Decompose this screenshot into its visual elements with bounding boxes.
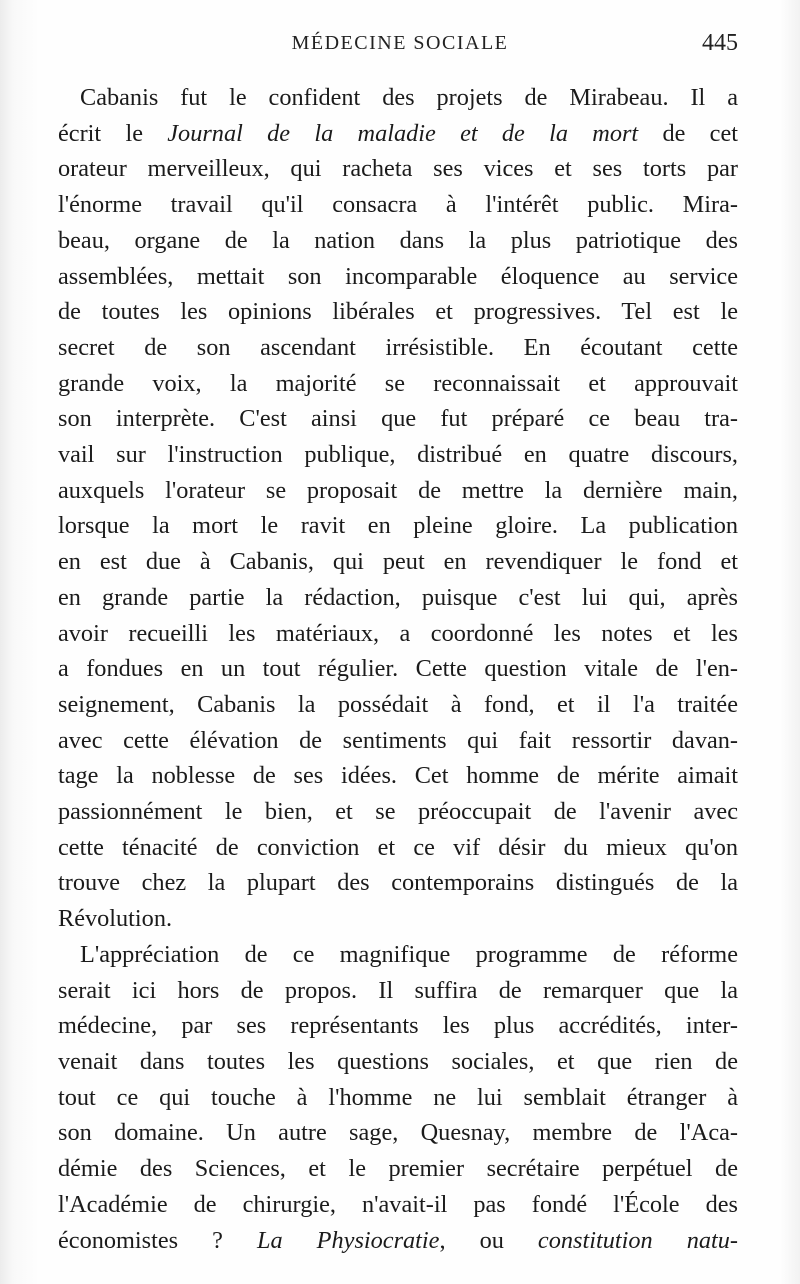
paragraph bbox=[58, 80, 738, 937]
italic-title: constitution natu- bbox=[537, 1226, 738, 1254]
text-line bbox=[58, 544, 738, 580]
text-run: son interprète. C'est ainsi que fut préparé ce beau tra- bbox=[58, 405, 738, 433]
text-run: l'Académie de chirurgie, n'avait-il pas fondé l'École des bbox=[58, 1190, 738, 1218]
text-line bbox=[58, 151, 738, 187]
text-line bbox=[58, 1044, 738, 1080]
text-line bbox=[58, 758, 738, 794]
text-run: l'énorme travail qu'il consacra à l'intérêt public. Mira- bbox=[58, 191, 738, 219]
text-run: tout ce qui touche à l'homme ne lui semblait étranger à bbox=[58, 1083, 738, 1111]
text-run: vail sur l'instruction publique, distribué en quatre discours, bbox=[58, 441, 738, 469]
text-run: L'appréciation de ce magnifique programme de réforme bbox=[80, 940, 738, 968]
text-run: auxquels l'orateur se proposait de mettre la dernière main, bbox=[58, 476, 738, 504]
text-run: en est due à Cabanis, qui peut en revendiquer le fond et bbox=[58, 548, 738, 576]
text-line bbox=[58, 937, 738, 973]
text-run: , ou bbox=[439, 1226, 538, 1254]
text-run: tage la noblesse de ses idées. Cet homme de mérite aimait bbox=[58, 762, 738, 790]
paragraph bbox=[58, 937, 738, 1258]
italic-title: La Physiocratie bbox=[256, 1226, 440, 1254]
text-run: Cabanis fut le confident des projets de Mirabeau. Il a bbox=[80, 84, 738, 111]
text-line bbox=[58, 437, 738, 473]
text-line bbox=[58, 973, 738, 1009]
running-head bbox=[0, 30, 800, 60]
text-line bbox=[58, 1187, 738, 1223]
text-line bbox=[58, 116, 738, 152]
text-run: en grande partie la rédaction, puisque c'est lui qui, après bbox=[58, 583, 738, 611]
text-line bbox=[58, 865, 738, 901]
text-run: secret de son ascendant irrésistible. En écoutant cette bbox=[58, 333, 738, 361]
text-line bbox=[58, 794, 738, 830]
text-line bbox=[58, 1115, 738, 1151]
text-line bbox=[58, 651, 738, 687]
text-line bbox=[58, 830, 738, 866]
text-line bbox=[58, 1080, 738, 1116]
text-line bbox=[58, 187, 738, 223]
text-run: trouve chez la plupart des contemporains distingués de la bbox=[58, 869, 738, 897]
text-line bbox=[58, 1008, 738, 1044]
text-run: serait ici hors de propos. Il suffira de remarquer que la bbox=[58, 976, 738, 1004]
text-line bbox=[58, 508, 738, 544]
text-run: lorsque la mort le ravit en pleine gloire. La publication bbox=[58, 512, 738, 540]
text-run: écrit le bbox=[58, 119, 168, 147]
text-run: a fondues en un tout régulier. Cette question vitale de l'en- bbox=[58, 655, 738, 683]
text-run: cette ténacité de conviction et ce vif désir du mieux qu'on bbox=[58, 833, 738, 861]
text-line bbox=[58, 223, 738, 259]
text-line bbox=[58, 687, 738, 723]
text-run: avoir recueilli les matériaux, a coordonné les notes et les bbox=[58, 619, 738, 647]
text-run: avec cette élévation de sentiments qui fait ressortir davan- bbox=[58, 726, 738, 754]
text-run: son domaine. Un autre sage, Quesnay, membre de l'Aca- bbox=[58, 1119, 738, 1147]
text-line bbox=[58, 80, 738, 116]
text-run: assemblées, mettait son incomparable éloquence au service bbox=[58, 262, 738, 290]
text-line bbox=[58, 330, 738, 366]
running-title: MÉDECINE SOCIALE bbox=[291, 32, 509, 54]
text-line bbox=[58, 901, 738, 937]
text-line bbox=[58, 616, 738, 652]
text-line bbox=[58, 473, 738, 509]
text-line bbox=[58, 401, 738, 437]
text-run: grande voix, la majorité se reconnaissait et approuvait bbox=[58, 369, 738, 397]
body-text bbox=[58, 80, 738, 1258]
text-run: de cet bbox=[638, 119, 738, 147]
text-run: médecine, par ses représentants les plus accrédités, inter- bbox=[58, 1012, 738, 1040]
page-number: 445 bbox=[702, 30, 738, 56]
text-run: Révolution. bbox=[58, 905, 173, 933]
text-line bbox=[58, 294, 738, 330]
text-line bbox=[58, 723, 738, 759]
text-line bbox=[58, 1151, 738, 1187]
italic-title: Journal de la maladie et de la mort bbox=[167, 119, 639, 147]
text-run: beau, organe de la nation dans la plus patriotique des bbox=[58, 226, 738, 254]
text-run: seignement, Cabanis la possédait à fond, et il l'a traitée bbox=[58, 690, 738, 718]
text-run: économistes ? bbox=[58, 1226, 257, 1254]
text-line bbox=[58, 259, 738, 295]
text-run: démie des Sciences, et le premier secrétaire perpétuel de bbox=[58, 1155, 738, 1183]
text-run: de toutes les opinions libérales et progressives. Tel est le bbox=[58, 298, 738, 326]
text-line bbox=[58, 366, 738, 402]
text-run: orateur merveilleux, qui racheta ses vices et ses torts par bbox=[58, 155, 738, 183]
text-line bbox=[58, 580, 738, 616]
text-line bbox=[58, 1223, 738, 1259]
text-run: passionnément le bien, et se préoccupait de l'avenir avec bbox=[58, 798, 738, 826]
text-run: venait dans toutes les questions sociales, et que rien de bbox=[58, 1047, 738, 1075]
